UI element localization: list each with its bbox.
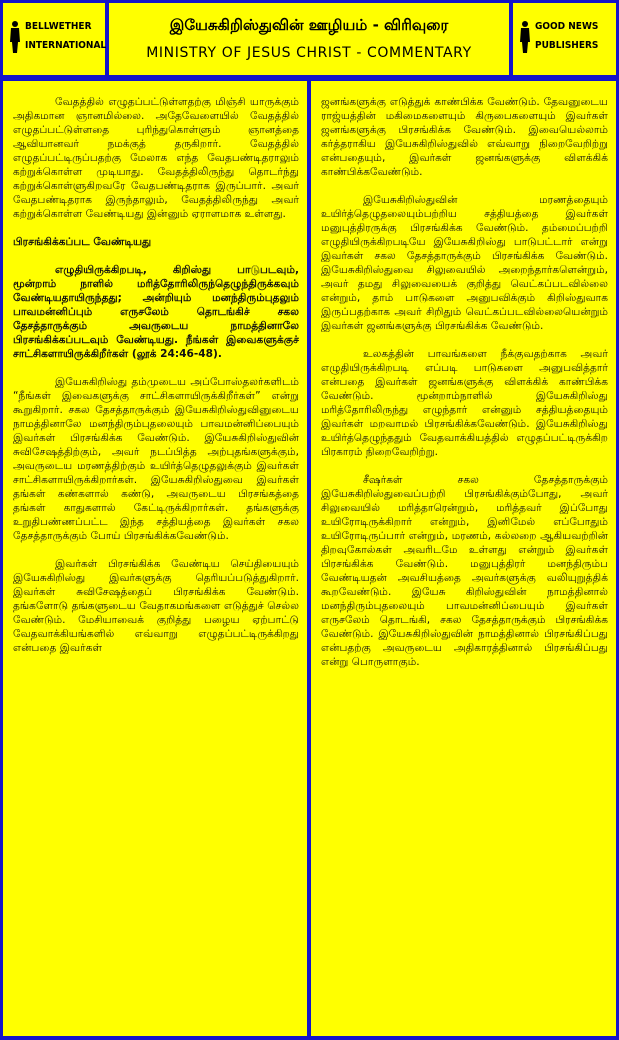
page-header [0,0,619,78]
right-column [311,81,616,1036]
paragraph: இவர்கள் பிரசங்கிக்க வேண்டிய செய்தியையும் இயேசுகிறிஸ்து இவர்களுக்கு தெரியப்படுத்துகிறார். இவர்கள் சுவிசேஷத்தைப் பிரசங்கிக்க வேண்டும். தங்களோடு தங்களுடைய வேதாகமங்களை எடுத்துச் செல்ல வேண்டும். மேசியாவைக் குறித்து பழைய ஏற்பாட்டு வேதவாக்கியங்களில் எவ்வாறு எழுதப்பட்டிருக்கிறது என்பதை இவர்கள் [13,558,299,654]
paragraph: இயேசுகிறிஸ்து தம்முடைய அப்போஸ்தலர்களிடம் “நீங்கள் இவைகளுக்கு சாட்சிகளாயிருக்கிறீர்கள்” என்று கூறுகிறார். சகல தேசத்தாருக்கும் இயேசுகிறிஸ்துவினுடைய நாமத்தினாலே மனந்திரும்புதலையும் பாவமன்னிப்பையும் இவர்கள் பிரசங்கிக்க வேண்டும். இயேசுகிறிஸ்துவின் சுவிசேஷத்திற்கும், அவர் நடப்பித்த அற்புதங்களுக்கும், அவருடைய மரணத்திற்கும் உயிர்த்தெழுதலுக்கும் இவர்கள் சாட்சிகளாயிருக்கிறார்கள். இயேசுகிறிஸ்துவை இவர்கள் தங்கள் கண்களால் கண்டு, அவருடைய பிரசங்கத்தை தங்கள் காதுகளால் கேட்டிருக்கிறார்கள். தங்களுக்கு உறுதிபண்ணப்பட்ட இந்த சத்தியத்தை இவர்கள் சகல தேசத்தாருக்கும் போய் பிரசங்கிக்கவேண்டும். [13,376,299,542]
left-logo-text [25,20,106,52]
left-logo-line2: INTERNATIONAL [25,40,107,51]
figure-logo-icon [8,20,22,54]
paragraph: இயேசுகிறிஸ்துவின் மரணத்தையும் உயிர்த்தெழுதலையும்பற்றிய சத்தியத்தை இவர்கள் மனுபுத்திரருக்கு பிரசங்கிக்க வேண்டும். தம்மைப்பற்றி எழுதியிருக்கிறபடியே இயேசுகிறிஸ்து பாடுபட்டார் என்று இவர்கள் சகல தேசத்தாருக்கும் பிரசங்கிக்க வேண்டும். இயேசுகிறிஸ்துவை சிலுவையில் அறைந்தார்களென்றும், அவர் தமது சிலுவையைக் குறித்து வெட்கப்படவில்லை என்றும், தாம் பாடுகளை அனுபவிக்கும் கிறிஸ்துவாக இருப்பதற்காக அவர் சிறிதும் வெட்கப்படவில்லையென்றும் இவர்கள் ஜனங்களுக்கு பிரசங்கிக்க வேண்டும். [321,194,608,332]
left-logo-line1: BELLWETHER [25,21,92,32]
paragraph: ஜனங்களுக்கு எடுத்துக் காண்பிக்க வேண்டும். தேவனுடைய ராஜ்யத்தின் மகிமைகளையும் கிருபைகளையும் இவர்கள் ஜனங்களுக்கு பிரசங்கிக்க வேண்டும். இவையெல்லாம் கர்த்தராகிய இயேசுகிறிஸ்துவில் எவ்வாறு நிறைவேறிற்று என்பதையும், இவர்கள் ஜனங்களுக்கு விளக்கிக் காண்பிக்கவேண்டும். [321,96,608,178]
right-logo-line2: PUBLISHERS [535,40,599,51]
paragraph: வேதத்தில் எழுதப்பட்டுள்ளதற்கு மிஞ்சி யாருக்கும் அதிகமான ஞானமில்லை. அதேவேளையில் வேதத்தில் எழுதப்பட்டுள்ளதை புரிந்துகொள்ளும் ஞானத்தை ஆவியானவர் நமக்குத் தருகிறார். வேதத்தில் எழுதப்பட்டிருப்பதற்கு மேலாக எந்த வேதபண்டிதராலும் கற்றுக்கொள்ள முடியாது. வேதத்திலிருந்து தொடர்ந்து கற்றுக்கொள்ளுகிறவரே வேதபண்டிதராக இருப்பார். அவர் வேதபண்டிதராக இருந்தாலும், வேதத்திலிருந்து அவர் கற்றுக்கொள்ள வேண்டியது இன்னும் ஏராளமாக உள்ளது. [13,96,299,220]
title-english: MINISTRY OF JESUS CHRIST - COMMENTARY [146,45,472,61]
section-heading: பிரசங்கிக்கப்பட வேண்டியது [13,236,152,248]
scripture-quote: எழுதியிருக்கிறபடி, கிறிஸ்து பாடுபடவும், மூன்றாம் நாளில் மரித்தோரிலிருந்தெழுந்திருக்கவும் வேண்டியதாயிருந்தது; அன்றியும் மனந்திரும்புதலும் பாவமன்னிப்பும் எருசலேம் தொடங்கிச் சகல தேசத்தாருக்கும் அவருடைய நாமத்தினாலே பிரசங்கிக்கப்படவும் வேண்டியது. நீங்கள் இவைகளுக்குச் சாட்சிகளாயிருக்கிறீர்கள் (லூக் 24:46-48). [13,264,299,360]
good-news-logo [513,3,616,75]
paragraph: உலகத்தின் பாவங்களை நீக்குவதற்காக அவர் எழுதியிருக்கிறபடி எப்படி பாடுகளை அனுபவித்தார் என்பதை இவர்கள் ஜனங்களுக்கு விளக்கிக் காண்பிக்க வேண்டும். மூன்றாம்நாளில் இயேசுகிறிஸ்து மரித்தோரிலிருந்து எழுந்தார் என்னும் சத்தியத்தையும் இவர்கள் மறவாமல் பிரசங்கிக்கவேண்டும். இயேசுகிறிஸ்து உயிர்த்தெழுந்ததும் வேதவாக்கியத்தில் எழுதப்பட்டிருக்கிற பிரகாரம் நிறைவேறிற்று. [321,348,608,458]
left-column [3,81,307,1036]
right-logo-text [535,20,598,52]
right-logo-line1: GOOD NEWS [535,21,599,32]
title-tamil: இயேசுகிறிஸ்துவின் ஊழியம் - விரிவுரை [169,16,449,34]
figure-logo-icon [518,20,532,54]
paragraph: சீஷர்கள் சகல தேசத்தாருக்கும் இயேசுகிறிஸ்துவைப்பற்றி பிரசங்கிக்கும்போது, அவர் சிலுவையில் மரித்தாரென்றும், மரித்தவர் இப்போது உயிரோடிருக்கிறார் என்றும், இனிமேல் எப்போதும் உயிரோடிருப்பார் என்றும், மரணம், கல்லறை ஆகியவற்றின் திறவுகோல்கள் அவரிடமே உள்ளது என்றும் இவர்கள் பிரசங்கிக்க வேண்டும். மனுபுத்திரர் மனந்திரும்ப வேண்டியதன் அவசியத்தை அவர்களுக்கு வலியுறுத்திக் கூறவேண்டும். இயேசு கிறிஸ்துவின் நாமத்தினால் மனந்திரும்புதலையும் பாவமன்னிப்பையும் இவர்கள் எருசலேம் தொடங்கி, சகல தேசத்தாருக்கும் பிரசங்கிக்க வேண்டும். இயேசுகிறிஸ்துவின் நாமத்தினால் பிரசங்கிப்பது என்பதற்கு அவருடைய அதிகாரத்தினால் பிரசங்கிப்பது என்று பொருளாகும். [321,474,608,668]
title-box [109,3,509,75]
bellwether-logo [3,3,105,75]
